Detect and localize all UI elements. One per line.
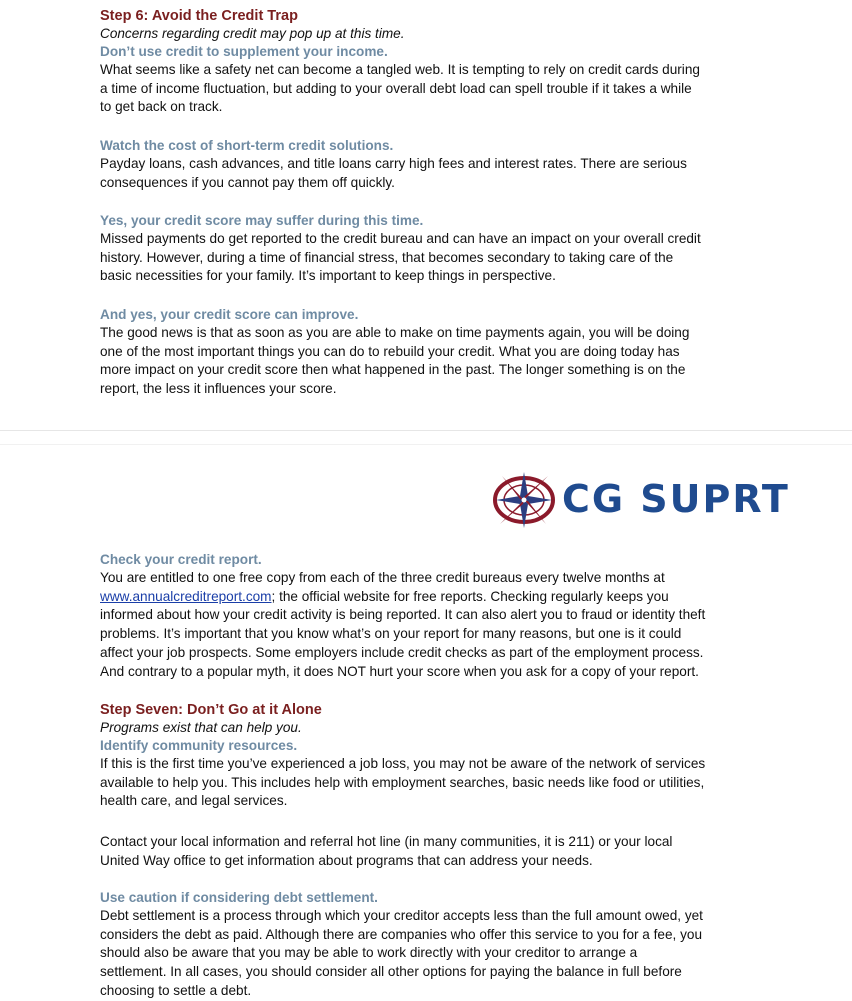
step6-sub-short-term: Watch the cost of short-term credit solutions. xyxy=(100,138,394,153)
compass-star-logo-icon xyxy=(490,466,560,530)
paragraph-line: health care, and legal services. xyxy=(100,793,288,809)
logo-text: CG SUPRT xyxy=(562,477,790,521)
step6-heading: Step 6: Avoid the Credit Trap xyxy=(100,8,298,24)
paragraph-line: choosing to settle a debt. xyxy=(100,982,252,998)
paragraph-line: And contrary to a popular myth, it does NOT hurt your score when you ask for a copy of your report. xyxy=(100,663,699,679)
paragraph-line: one of the most important things you can do to rebuild your credit. What you are doing today has xyxy=(100,343,680,359)
paragraph-line: Payday loans, cash advances, and title loans carry high fees and interest rates. There are serious xyxy=(100,156,687,171)
paragraph-line: available to help you. This includes help with employment searches, basic needs like food or utilities, xyxy=(100,774,705,790)
paragraph-line: settlement. In all cases, you should consider all other options for paying the balance in full before xyxy=(100,964,682,980)
paragraph-line: basic necessities for your family. It’s important to keep things in perspective. xyxy=(100,268,556,284)
step7-debt-settlement-section xyxy=(100,889,780,1001)
page-divider xyxy=(0,430,852,431)
step7-section xyxy=(100,701,780,811)
cg-suprt-logo xyxy=(490,466,810,530)
paragraph-line-rest: ; the official website for free reports. Checking regularly keeps you xyxy=(271,588,669,604)
paragraph-line: Missed payments do get reported to the credit bureau and can have an impact on your overall credit xyxy=(100,231,701,246)
step7-referral-section xyxy=(100,833,780,870)
paragraph-line: considers the debt as paid. Although there are companies who offer this service to you for a fee, you xyxy=(100,926,703,942)
paragraph-line: If this is the first time you’ve experienced a job loss, you may not be aware of the network of services xyxy=(100,756,706,771)
step6-score-improve-section xyxy=(100,306,780,399)
paragraph-line: problems. It’s important that you know what’s on your report for many reasons, but one is it could xyxy=(100,626,682,642)
paragraph-line: Contact your local information and referral hot line (in many communities, it is 211) or your local xyxy=(100,834,673,849)
paragraph-line: informed about how your credit activity is being reported. It can also alert you to fraud or identity theft xyxy=(100,607,706,623)
paragraph-line: report, the less it influences your score. xyxy=(100,381,337,397)
paragraph-line: consequences if you cannot pay them off quickly. xyxy=(100,174,395,190)
step6-intro: Concerns regarding credit may pop up at this time. xyxy=(100,26,405,41)
step6-score-suffer-section xyxy=(100,212,780,286)
step6-sub-score-suffer: Yes, your credit score may suffer during this time. xyxy=(100,213,424,228)
step7-sub-debt-settlement: Use caution if considering debt settlement. xyxy=(100,890,378,905)
paragraph-line: The good news is that as soon as you are able to make on time payments again, you will be doing xyxy=(100,325,690,340)
step6-sub-income: Don’t use credit to supplement your income. xyxy=(100,44,388,59)
paragraph-line xyxy=(100,588,780,607)
step7-sub-community: Identify community resources. xyxy=(100,738,298,753)
check-report-title: Check your credit report. xyxy=(100,552,262,567)
step7-intro: Programs exist that can help you. xyxy=(100,720,302,735)
step6-sub-score-improve: And yes, your credit score can improve. xyxy=(100,307,359,322)
paragraph-line: You are entitled to one free copy from each of the three credit bureaus every twelve months at xyxy=(100,570,665,585)
paragraph-line: more impact on your credit score then what happened in the past. The longer something is on the xyxy=(100,362,686,378)
annualcreditreport-link[interactable]: www.annualcreditreport.com xyxy=(100,588,272,604)
paragraph-line: history. However, during a time of financial stress, that becomes secondary to taking care of the xyxy=(100,249,674,265)
check-report-section xyxy=(100,551,780,681)
page-divider xyxy=(0,444,852,445)
paragraph-line: Debt settlement is a process through which your creditor accepts less than the full amount owed, yet xyxy=(100,908,703,923)
paragraph-line: should also be aware that you may be able to work directly with your creditor to arrange a xyxy=(100,945,638,961)
paragraph-line: a time of income fluctuation, but adding to your overall debt load can spell trouble if it takes a while xyxy=(100,80,692,96)
paragraph-line: What seems like a safety net can become a tangled web. It is tempting to rely on credit cards during xyxy=(100,62,700,77)
step7-heading: Step Seven: Don’t Go at it Alone xyxy=(100,702,322,718)
paragraph-line: to get back on track. xyxy=(100,99,223,115)
paragraph-line: affect your job prospects. Some employers include credit checks as part of the employment process. xyxy=(100,644,704,660)
step6-section xyxy=(100,7,780,117)
step6-short-term-section xyxy=(100,137,780,192)
paragraph-line: United Way office to get information about programs that can address your needs. xyxy=(100,852,593,868)
